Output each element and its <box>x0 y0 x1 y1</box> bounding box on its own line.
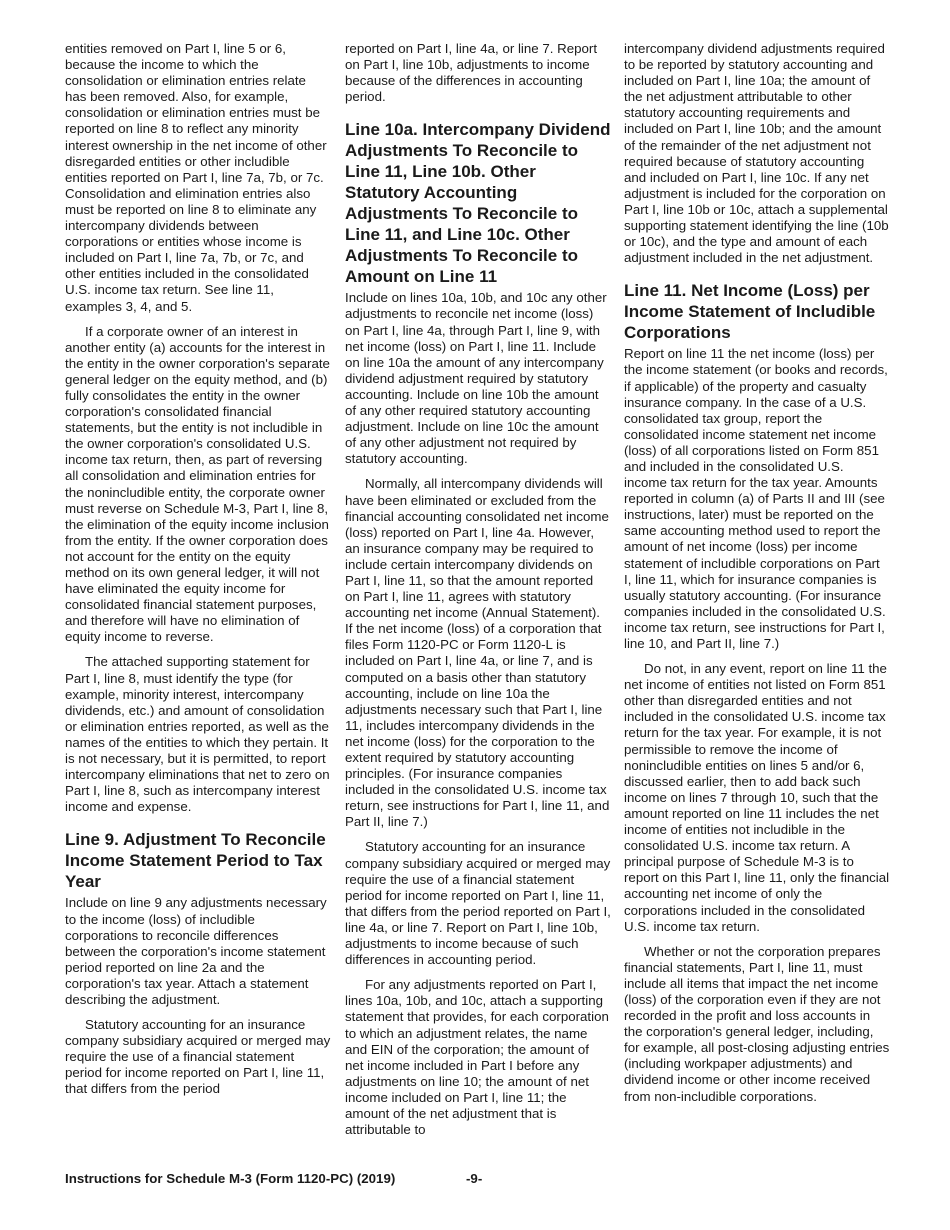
section-heading-line-10: Line 10a. Intercompany Dividend Adjustments To Reconcile to Line 11, Line 10b. Other Statutory Accounting Adjustments To Reconcile to Line 11, and Line 10c. Other Adjustments To Reconcile to Amount on Line 11 <box>345 120 611 287</box>
paragraph: Statutory accounting for an insurance company subsidiary acquired or merged may require the use of a financial statement period for income reported on Part I, line 11, that differs from the period <box>65 1017 331 1097</box>
paragraph: entities removed on Part I, line 5 or 6, because the income to which the consolidation or elimination entries relate has been removed. Also, for example, consolidation or elimination entries must be reported on line 8 to reflect any minority interest ownership in the net income of other disregarded entities or other includible entities reported on Part I, line 7a, 7b, or 7c. Consolidation and elimination entries also must be reported on line 8 to eliminate any intercompany dividends between corporations or entities whose income is included on Part I, line 7a, 7b, or 7c, and other entities included in the consolidated U.S. income tax return. See line 11, examples 3, 4, and 5. <box>65 41 327 314</box>
section-heading-line-9: Line 9. Adjustment To Reconcile Income Statement Period to Tax Year <box>65 830 326 892</box>
paragraph: Report on line 11 the net income (loss) per the income statement (or books and records, if applicable) of the property and casualty insurance company. In the case of a U.S. consolidated tax group, report the consolidated income statement net income (loss) of all corporations listed on Form 851 and included in the consolidated U.S. income tax return for the tax year. Amounts reported in column (a) of Parts II and III (see instructions, later) must be reported on the same accounting method used to report the amount of net income (loss) per income statement of includible corporations on Part I, line 11, which for insurance companies is usually statutory accounting. (For insurance companies included in the consolidated U.S. income tax return, see instructions for Part I, line 10, and Part II, line 7.) <box>624 346 888 651</box>
column-1 <box>65 41 331 1107</box>
paragraph: intercompany dividend adjustments required to be reported by statutory accounting and included on Part I, line 10a; the amount of the net adjustment attributable to other statutory accounting requirements and included on Part I, line 10b; and the amount of the remainder of the net adjustment not required because of statutory accounting and included on Part I, line 10c. If any net adjustment is included for the corporation on Part I, line 10b or 10c, attach a supplemental supporting statement identifying the line (10b or 10c), and the type and amount of each adjustment included in the net adjustment. <box>624 41 889 266</box>
footer-title: Instructions for Schedule M-3 (Form 1120-PC) (2019) <box>65 1171 396 1186</box>
paragraph: Normally, all intercompany dividends will have been eliminated or excluded from the financial accounting consolidated net income (loss) reported on Part I, line 4a. However, an insurance company may be required to include certain intercompany dividends on Part I, line 11, so that the amount reported on Part I, line 11, agrees with statutory accounting net income (Annual Statement). If the net income (loss) of a corporation that files Form 1120-PC or Form 1120-L is included on Part I, line 4a, or line 7, and is computed on a basis other than statutory accounting, include on line 10a the adjustments necessary such that Part I, line 11, includes intercompany dividends in the net income (loss) for the corporation to the extent required by statutory accounting principles. (For insurance companies included in the consolidated U.S. income tax return, see instructions for Part I, line 11, and Part II, line 7.) <box>345 476 610 830</box>
paragraph: Include on lines 10a, 10b, and 10c any other adjustments to reconcile net income (loss) on Part I, line 4a, through Part I, line 9, with net income (loss) on Part I, line 11. Include on line 10a the amount of any intercompany dividend adjustment required by statutory accounting. Include on line 10b the amount of any other required statutory accounting adjustment. Include on line 10c the amount of any other adjustment not required by statutory accounting. <box>345 290 607 467</box>
paragraph: The attached supporting statement for Part I, line 8, must identify the type (for example, minority interest, intercompany dividends, etc.) and amount of consolidation or elimination entries reported, as well as the names of the entities to which they pertain. It is not necessary, but it is permitted, to report intercompany eliminations that net to zero on Part I, line 8, such as intercompany interest income and expense. <box>65 654 330 815</box>
paragraph: reported on Part I, line 4a, or line 7. Report on Part I, line 10b, adjustments to income because of the differences in accounting period. <box>345 41 598 105</box>
paragraph: Whether or not the corporation prepares financial statements, Part I, line 11, must include all items that impact the net income (loss) of the corporation even if they are not recorded in the profit and loss accounts in the corporation's general ledger, including, for example, all post-closing adjusting entries (including workpaper adjustments) and dividend income or other income received from non-includible corporations. <box>624 943 890 1104</box>
page-number: -9- <box>466 1171 483 1186</box>
column-2 <box>345 41 611 1147</box>
paragraph: Include on line 9 any adjustments necessary to the income (loss) of includible corporations to reconcile differences between the corporation's income statement period reported on line 2a and the corporation's tax year. Attach a statement describing the adjustment. <box>65 895 327 1007</box>
paragraph: If a corporate owner of an interest in another entity (a) accounts for the interest in the entity in the owner corporation's separate general ledger on the equity method, and (b) fully consolidates the entity in the owner corporation's consolidated financial statements, but the entity is not includible in the owner corporation's consolidated U.S. income tax return, then, as part of reversing all consolidation and elimination entries for the nonincludible entity, the corporate owner must reverse on Schedule M-3, Part I, line 8, the elimination of the equity income inclusion from the entity. If the owner corporation does not account for the entity on the equity method on its own general ledger, it will not have eliminated the equity income for consolidated financial statement purposes, and therefore will have no elimination of equity income to reverse. <box>65 323 330 645</box>
paragraph: Statutory accounting for an insurance company subsidiary acquired or merged may require the use of a financial statement period for income reported on Part I, line 11, that differs from the period reported on Part I, line 4a, or line 7. Report on Part I, line 10b, adjustments to income because of such differences in accounting period. <box>345 839 611 968</box>
paragraph: Do not, in any event, report on line 11 the net income of entities not listed on Form 851 other than disregarded entities and not included in the consolidated U.S. income tax return for the tax year. For example, it is not permissible to remove the income of nonincludible entities on lines 5 and/or 6, discussed earlier, then to add back such income on lines 7 through 10, such that the amount reported on line 11 includes the net income of entities not includible in the consolidated U.S. income tax return. A principal purpose of Schedule M-3 is to report on this Part I, line 11, only the financial accounting net income of only the corporations included in the consolidated U.S. income tax return. <box>624 661 890 934</box>
paragraph: For any adjustments reported on Part I, lines 10a, 10b, and 10c, attach a supporting statement that provides, for each corporation to which an adjustment relates, the name and EIN of the corporation; the amount of net income included in Part I before any adjustments on line 10; the amount of net income included on Part I, line 11; the amount of the net adjustment that is attributable to <box>345 977 609 1138</box>
column-3 <box>624 41 890 1114</box>
section-heading-line-11: Line 11. Net Income (Loss) per Income Statement of Includible Corporations <box>624 281 876 343</box>
page-footer <box>65 1171 483 1186</box>
